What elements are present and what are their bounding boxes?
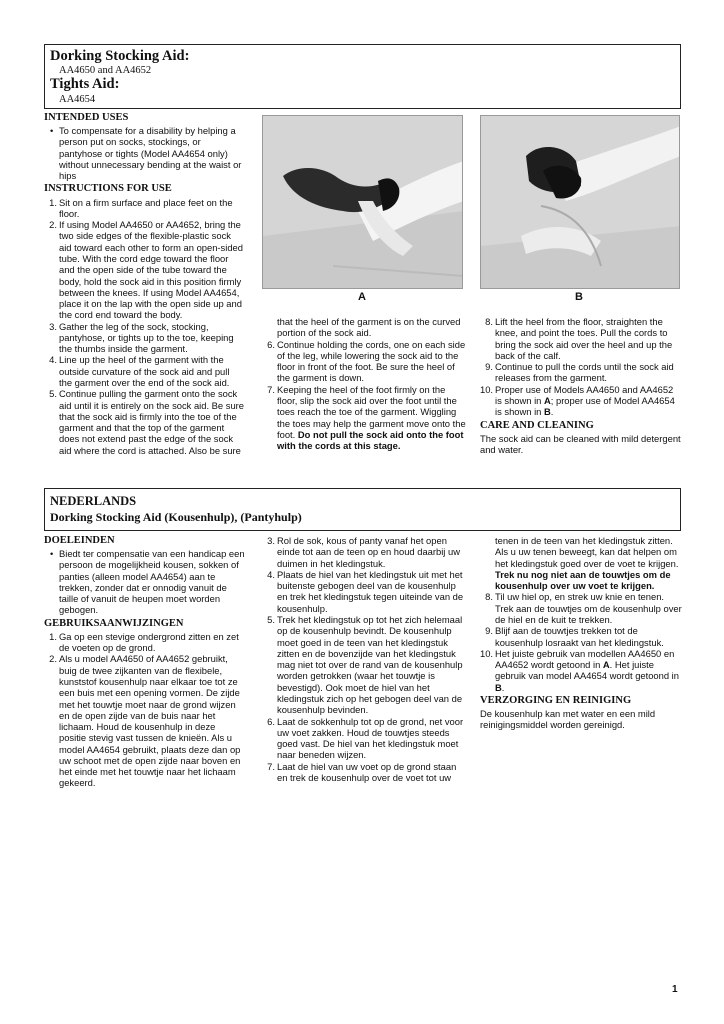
title-stocking-aid: Dorking Stocking Aid: [50, 48, 190, 64]
list-item: • To compensate for a disability by helping a person put on socks, stockings, or pantyhose or tights (Model AA4654 only) without unnecessary bending at the waist or hips [50, 125, 242, 182]
title-tights-aid: Tights Aid: [50, 76, 120, 92]
step-number: 4. [49, 354, 57, 366]
step-text: . [501, 681, 505, 693]
step-number: 5. [267, 613, 275, 625]
step-text: Ga op een stevige ondergrond zitten en zet de voeten op de grond. [59, 630, 239, 654]
step-text: tenen in de teen van het kledingstuk zitten. Als u uw tenen beweegt, kan dat helpen om het kledingstuk goed over de voet te krijgen. [495, 535, 679, 569]
dutch-subtitle: Dorking Stocking Aid (Kousenhulp), (Pantyhulp) [50, 510, 302, 524]
care-text: The sock aid can be cleaned with mild detergent and water. [480, 432, 681, 455]
step-text: . Het juiste gebruik van model AA4654 wordt getoond in [495, 659, 679, 682]
step-number: 8. [485, 591, 493, 603]
dutch-column-left [44, 535, 245, 789]
figure-ref-b: B [543, 406, 551, 418]
step-7-continued [480, 535, 682, 591]
doeleinden-heading: DOELEINDEN [44, 535, 115, 546]
gebruik-list-continued [262, 535, 467, 783]
step-text: Continue holding the cords, one on each side of the leg, while lowering the sock aid to the floor in front of the foot. Be sure the heel of the garment is down. [277, 338, 466, 384]
care-heading: CARE AND CLEANING [480, 419, 594, 431]
english-title-box [44, 44, 681, 109]
step-number: 3. [49, 320, 57, 332]
gebruik-list [44, 631, 245, 789]
instructions-list [44, 197, 244, 456]
list-item [480, 316, 682, 361]
step-text: ; proper use of Model AA4654 is shown in [495, 394, 675, 418]
list-item [44, 321, 244, 355]
gebruik-list-end [480, 591, 682, 693]
verzorging-heading: VERZORGING EN REINIGING [480, 694, 632, 706]
step-text: Continue to pull the cords until the sock aid releases from the garment. [495, 361, 674, 384]
photo-a-sock-aid [262, 115, 463, 289]
step-number: 4. [267, 568, 275, 580]
figure-ref-a: A [602, 659, 610, 671]
list-item [262, 339, 467, 384]
step-number: 5. [49, 388, 57, 400]
step-number: 9. [485, 625, 493, 637]
dutch-column-right [480, 535, 682, 731]
list-item [480, 625, 682, 648]
dutch-language-title: NEDERLANDS [50, 494, 137, 508]
list-item [44, 219, 244, 321]
step-number: 9. [485, 361, 493, 373]
step-number: 3. [267, 535, 275, 546]
step-text: Continue pulling the garment onto the sock aid until it is entirely on the sock aid. Be sure that the sock aid is firmly into the toe of the garment and that the top of the garment does not extend past the edge of the sock aid where the cord is attached. Also be sure [59, 388, 244, 456]
list-item [262, 716, 467, 761]
gebruik-heading: GEBRUIKSAANWIJZINGEN [44, 617, 184, 629]
step-number: 10. [480, 383, 494, 395]
list-item [262, 384, 467, 452]
step-number: 1. [49, 630, 57, 642]
step-warning: Trek nu nog niet aan de touwtjes om de kousenhulp over uw voet te krijgen. [495, 568, 671, 592]
intended-uses-text: To compensate for a disability by helping a person put on socks, stockings, or pantyhose or tights (Model AA4654 only) without unnecessary bending at the waist or hips [59, 125, 242, 182]
photo-b-label: B [575, 291, 583, 303]
step-5-continued: that the heel of the garment is on the curved portion of the sock aid. [277, 316, 461, 339]
instructions-list-end [480, 316, 682, 418]
list-item [480, 384, 682, 418]
photo-b-tights-aid [480, 115, 680, 289]
step-text: Rol de sok, kous of panty vanaf het open einde tot aan de teen op en houd daarbij uw duimen in het kledingstuk. [277, 535, 460, 569]
figure-ref-b: B [495, 681, 502, 693]
verzorging-text: De kousenhulp kan met water en een mild reinigingsmiddel worden gereinigd. [480, 708, 656, 731]
step-text: Proper use of Models AA4650 and AA4652 is shown in [495, 383, 674, 406]
list-item: • Biedt ter compensatie van een handicap een persoon de mogelijkheid kousen, sokken of panties (alleen model AA4654) aan te trekken, zonder dat er onnodig vanuit de taille of vanuit de heupen moet worden gebogen. [50, 548, 245, 616]
step-text: Sit on a firm surface and place feet on the floor. [59, 196, 233, 219]
tights-aid-illustration-b [481, 116, 680, 289]
step-number: 8. [485, 316, 493, 327]
list-item [44, 653, 245, 788]
step-text: Lift the heel from the floor, straighten the knee, and point the toes. Pull the cords to bring the sock aid over the heel and up the back of the calf. [495, 316, 673, 361]
doeleinden-text: Biedt ter compensatie van een handicap een persoon de mogelijkheid kousen, sokken of panties (alleen model AA4654) aan te trekken, zonder dat er onnodig vanuit de taille of vanuit de heupen moet worden gebogen. [59, 548, 245, 616]
list-item [262, 761, 467, 784]
doeleinden-list [44, 548, 245, 616]
step-number: 6. [267, 338, 275, 350]
step-number: 6. [267, 715, 275, 727]
step-text: Trek het kledingstuk op tot het zich helemaal op de kousenhulp bevindt. De kousenhulp moet goed in de teen van het kledingstuk zitten en de bovenzijde van het kledingstuk mag niet tot over de rand van de kousenhulp worden getrokken (waar het touwtje is bevestigd). Ook moet de hiel van het kledingstuk zich op het gebogen deel van de kousenhulp bevinden. [277, 613, 463, 716]
step-text: Laat de hiel van uw voet op de grond staan en trek de kousenhulp over de voet tot uw [277, 760, 457, 783]
step-number: 7. [267, 760, 275, 772]
step-text: . [550, 406, 554, 418]
step-text: Line up the heel of the garment with the outside curvature of the sock aid and pull the garment over the end of the sock aid. [59, 354, 230, 389]
step-number: 1. [49, 196, 57, 208]
step-warning: Do not pull the sock aid onto the foot with the cords at this stage. [277, 428, 464, 452]
sock-aid-illustration-a [263, 116, 463, 289]
dutch-title-box [44, 488, 681, 531]
intended-uses-heading: INTENDED USES [44, 112, 129, 123]
english-column-middle [262, 316, 467, 451]
page-number: 1 [672, 984, 678, 995]
instructions-heading: INSTRUCTIONS FOR USE [44, 183, 172, 195]
english-column-left [44, 112, 244, 456]
list-item [44, 388, 244, 456]
step-text: Het juiste gebruik van modellen AA4650 en AA4652 wordt getoond in [495, 647, 675, 671]
list-item [44, 197, 244, 220]
list-item [44, 631, 245, 654]
english-column-right [480, 316, 682, 455]
step-text: If using Model AA4650 or AA4652, bring the two side edges of the flexible-plastic sock aid toward each other to form an open-sided tube. With the cord edge toward the floor and the open side of the tube toward the body, hold the sock aid in this position firmly between the knees. If using Model AA4654, place it on the lap with the open side up and the cord end toward the body. [59, 219, 243, 321]
list-item [262, 614, 467, 716]
step-text: Til uw hiel op, en strek uw knie en tenen. Trek aan de touwtjes om de kousenhulp over de hiel en de kuit te trekken. [495, 591, 682, 625]
step-text: Keeping the heel of the foot firmly on the floor, slip the sock aid over the foot until the toes reach the toe of the garment. Wiggling the toes may help the garment move onto the foot. [277, 383, 466, 440]
list-item [262, 535, 467, 569]
list-item [262, 569, 467, 614]
step-number: 2. [49, 653, 57, 665]
figure-ref-a: A [543, 394, 551, 406]
list-item [480, 361, 682, 384]
list-item [480, 591, 682, 625]
step-text: Blijf aan de touwtjes trekken tot de kousenhulp losraakt van het kledingstuk. [495, 625, 664, 648]
models-stocking-aid: AA4650 and AA4652 [59, 65, 152, 76]
step-number: 10. [480, 647, 494, 659]
step-text: Laat de sokkenhulp tot op de grond, net voor uw voet zakken. Houd de touwtjes steeds goed vast. De hiel van het kledingstuk moet naar beneden wijzen. [277, 715, 464, 761]
step-text: Als u model AA4650 of AA4652 gebruikt, buig de twee zijkanten van de flexibele, kunststof kousenhulp naar elkaar toe tot ze een buis met een opening vormen. De zijde met het touwtje moet naar de grond wijzen en de open zijde van de buis naar het lichaam. Houd de kousenhulp in deze positie stevig vast tussen de knieën. Als u model AA4654 gebruikt, plaats deze dan op uw schoot met de open zijde naar boven en het einde met het touwtje naar het lichaam gekeerd. [59, 653, 241, 789]
models-tights-aid: AA4654 [59, 94, 96, 105]
step-text: Plaats de hiel van het kledingstuk uit met het buitenste gebogen deel van de kousenhulp en trek het kledingstuk tegen uiteinde van de kousenhulp. [277, 568, 464, 614]
dutch-column-middle [262, 535, 467, 783]
photo-a-label: A [358, 291, 366, 303]
instructions-list-continued [262, 339, 467, 452]
list-item [44, 354, 244, 388]
step-number: 7. [267, 383, 275, 395]
list-item [480, 648, 682, 693]
step-number: 2. [49, 219, 57, 231]
step-text: Gather the leg of the sock, stocking, pantyhose, or tights up to the toe, keeping the thumbs inside the garment. [59, 320, 234, 355]
intended-uses-list [44, 125, 244, 181]
